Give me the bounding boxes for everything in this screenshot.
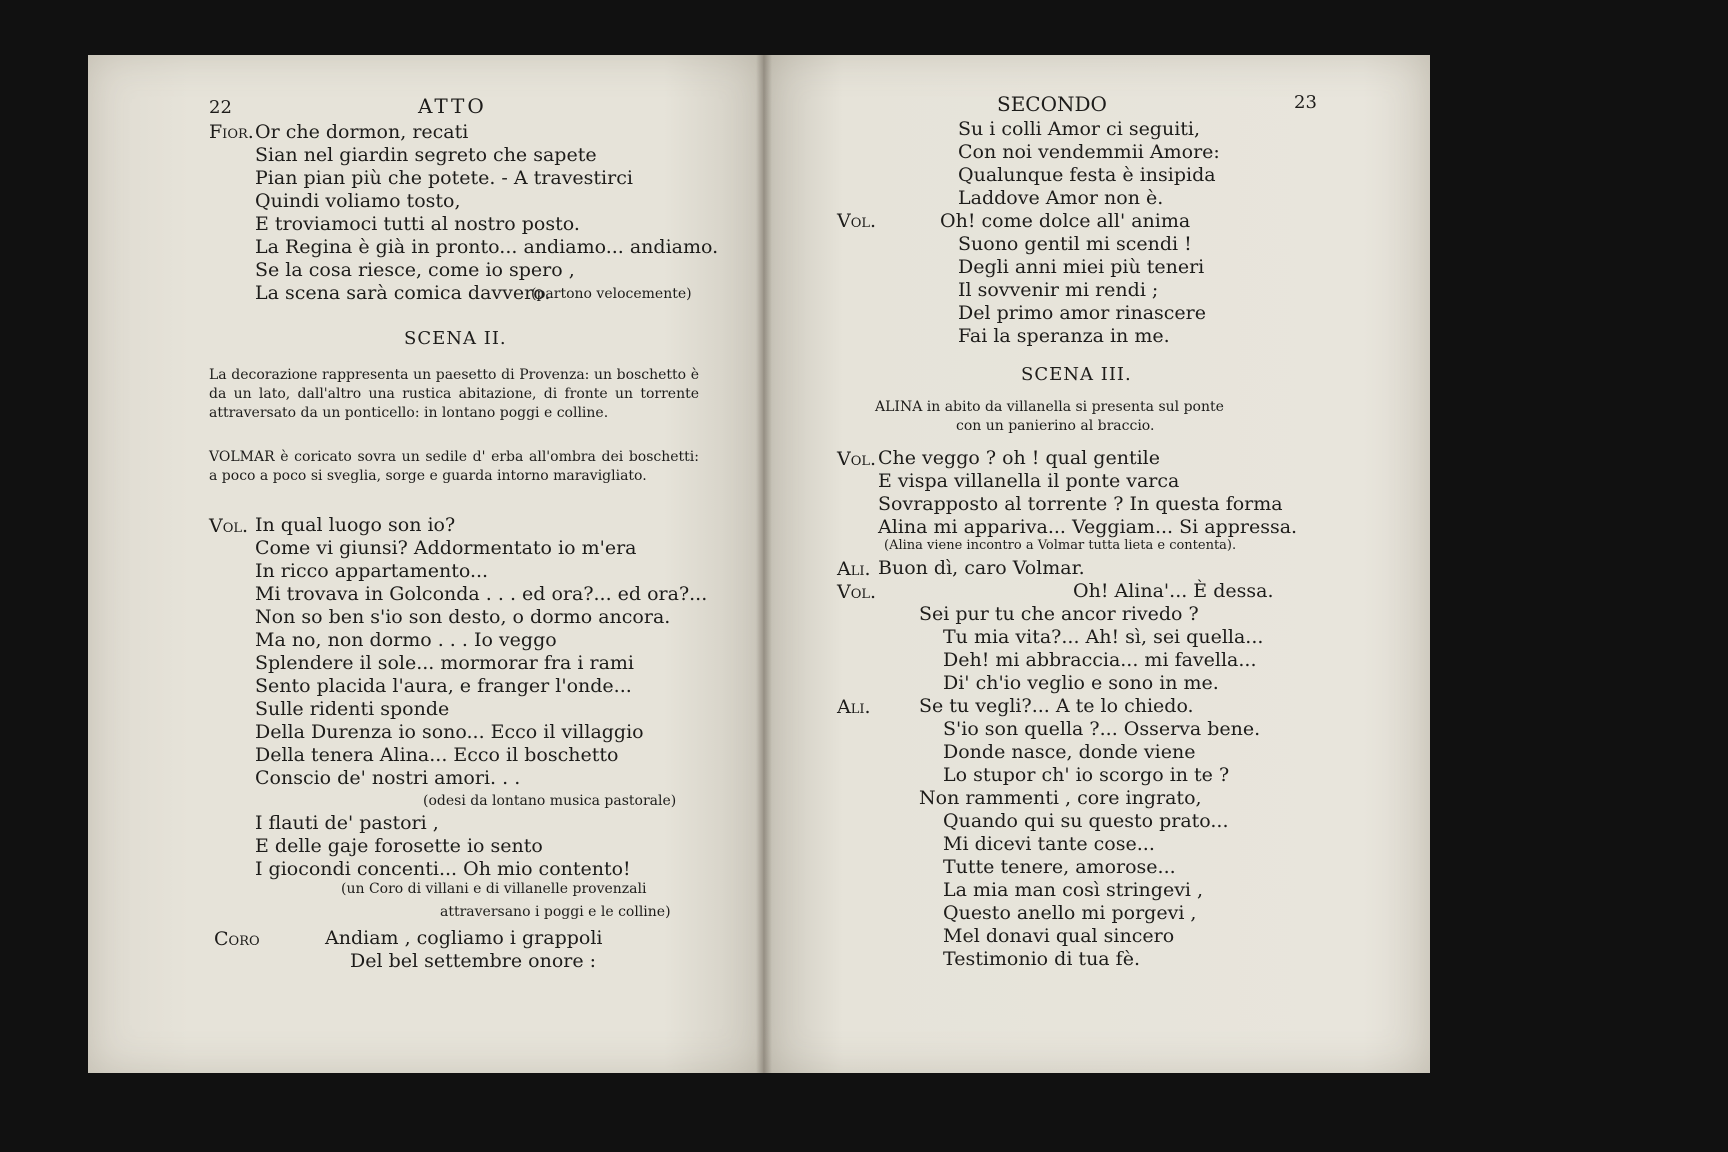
verse-line: Come vi giunsi? Addormentato io m'era <box>255 537 637 559</box>
left-page <box>88 55 766 1073</box>
stage-direction: attraversano i poggi e le colline) <box>440 904 671 920</box>
speaker-label: Ali. <box>837 558 871 580</box>
verse-line: Oh! come dolce all' anima <box>940 210 1191 232</box>
verse-line: E troviamoci tutti al nostro posto. <box>255 213 580 235</box>
scene-heading: SCENA II. <box>404 328 507 349</box>
verse-line: Se la cosa riesce, come io spero , <box>255 259 575 281</box>
verse-line: La scena sarà comica davvero. <box>255 282 551 304</box>
verse-line: La Regina è già in pronto... andiamo... andiamo. <box>255 236 719 258</box>
verse-line: Tutte tenere, amorose... <box>943 856 1176 878</box>
verse-line: Del primo amor rinascere <box>958 302 1207 324</box>
speaker-label: Vol. <box>837 210 877 232</box>
verse-line: Alina mi appariva... Veggiam... Si appressa. <box>878 516 1298 538</box>
page-number: 22 <box>209 97 232 118</box>
stage-direction: VOLMAR è coricato sovra un sedile d' erba all'ombra dei boschetti: a poco a poco si sveglia, sorge e guarda intorno maravigliato. <box>209 449 699 484</box>
speaker-label: Vol. <box>209 515 249 537</box>
verse-line: Con noi vendemmii Amore: <box>958 141 1220 163</box>
scene-heading: SCENA III. <box>1021 364 1132 385</box>
speaker-label: Fior. <box>209 121 254 143</box>
speaker-label: Ali. <box>837 696 871 718</box>
verse-line: Fai la speranza in me. <box>958 325 1170 347</box>
verse-line: Il sovvenir mi rendi ; <box>958 279 1159 301</box>
verse-line: E delle gaje forosette io sento <box>255 835 543 857</box>
verse-line: I flauti de' pastori , <box>255 812 439 834</box>
verse-line: Oh! Alina'... È dessa. <box>1073 580 1274 602</box>
speaker-label: Coro <box>214 928 260 950</box>
verse-line: Su i colli Amor ci seguiti, <box>958 118 1201 140</box>
stage-direction: (un Coro di villani e di villanelle provenzali <box>341 881 647 897</box>
verse-line: Degli anni miei più teneri <box>958 256 1205 278</box>
verse-line: Che veggo ? oh ! qual gentile <box>878 447 1160 469</box>
verse-line: Conscio de' nostri amori. . . <box>255 767 521 789</box>
right-page <box>763 55 1430 1073</box>
speaker-label: Vol. <box>837 581 877 603</box>
verse-line: Qualunque festa è insipida <box>958 164 1216 186</box>
verse-line: Buon dì, caro Volmar. <box>878 557 1085 579</box>
verse-line: Sian nel giardin segreto che sapete <box>255 144 597 166</box>
verse-line: Andiam , cogliamo i grappoli <box>325 927 603 949</box>
stage-direction: (odesi da lontano musica pastorale) <box>423 793 677 809</box>
verse-line: E vispa villanella il ponte varca <box>878 470 1180 492</box>
verse-line: Ma no, non dormo . . . Io veggo <box>255 629 557 651</box>
verse-line: Pian pian più che potete. - A travestirci <box>255 167 633 189</box>
verse-line: Donde nasce, donde viene <box>943 741 1196 763</box>
scene-description: La decorazione rappresenta un paesetto di Provenza: un boschetto è da un lato, dall'altro una rustica abitazione, di fronte un torrente attraversato da un ponticello: in lontano poggi e colline. <box>209 367 699 421</box>
verse-line: Sovrapposto al torrente ? In questa forma <box>878 493 1283 515</box>
verse-line: Sei pur tu che ancor rivedo ? <box>919 603 1199 625</box>
stage-direction: con un panierino al braccio. <box>956 418 1155 434</box>
verse-line: Non so ben s'io son desto, o dormo ancora. <box>255 606 671 628</box>
verse-line: In ricco appartamento... <box>255 560 489 582</box>
verse-line: Lo stupor ch' io scorgo in te ? <box>943 764 1230 786</box>
verse-line: In qual luogo son io? <box>255 514 456 536</box>
verse-line: La mia man così stringevi , <box>943 879 1204 901</box>
verse-line: Del bel settembre onore : <box>350 950 597 972</box>
running-head: SECONDO <box>997 92 1107 116</box>
verse-line: Della Durenza io sono... Ecco il villaggio <box>255 721 644 743</box>
verse-line: Splendere il sole... mormorar fra i rami <box>255 652 634 674</box>
verse-line: Della tenera Alina... Ecco il boschetto <box>255 744 619 766</box>
verse-line: Non rammenti , core ingrato, <box>919 787 1202 809</box>
stage-direction: (partono velocemente) <box>531 286 692 302</box>
stage-direction: ALINA in abito da villanella si presenta sul ponte <box>875 399 1224 415</box>
stage-direction: (Alina viene incontro a Volmar tutta lieta e contenta). <box>884 538 1237 553</box>
book-gutter <box>756 55 772 1073</box>
speaker-label: Vol. <box>837 448 877 470</box>
running-head: ATTO <box>418 94 487 118</box>
verse-line: Laddove Amor non è. <box>958 187 1164 209</box>
verse-line: Mel donavi qual sincero <box>943 925 1175 947</box>
verse-line: Testimonio di tua fè. <box>943 948 1140 970</box>
verse-line: Questo anello mi porgevi , <box>943 902 1197 924</box>
verse-line: Tu mia vita?... Ah! sì, sei quella... <box>943 626 1264 648</box>
verse-line: Sento placida l'aura, e franger l'onde... <box>255 675 632 697</box>
verse-line: Suono gentil mi scendi ! <box>958 233 1192 255</box>
verse-line: Quando qui su questo prato... <box>943 810 1229 832</box>
verse-line: Mi dicevi tante cose... <box>943 833 1155 855</box>
verse-line: S'io son quella ?... Osserva bene. <box>943 718 1261 740</box>
open-book <box>88 55 1430 1073</box>
verse-line: I giocondi concenti... Oh mio contento! <box>255 858 631 880</box>
verse-line: Or che dormon, recati <box>255 121 469 143</box>
page-number: 23 <box>1294 92 1317 113</box>
verse-line: Di' ch'io veglio e sono in me. <box>943 672 1219 694</box>
verse-line: Quindi voliamo tosto, <box>255 190 461 212</box>
verse-line: Mi trovava in Golconda . . . ed ora?... ed ora?... <box>255 583 708 605</box>
verse-line: Se tu vegli?... A te lo chiedo. <box>919 695 1194 717</box>
verse-line: Sulle ridenti sponde <box>255 698 450 720</box>
verse-line: Deh! mi abbraccia... mi favella... <box>943 649 1257 671</box>
